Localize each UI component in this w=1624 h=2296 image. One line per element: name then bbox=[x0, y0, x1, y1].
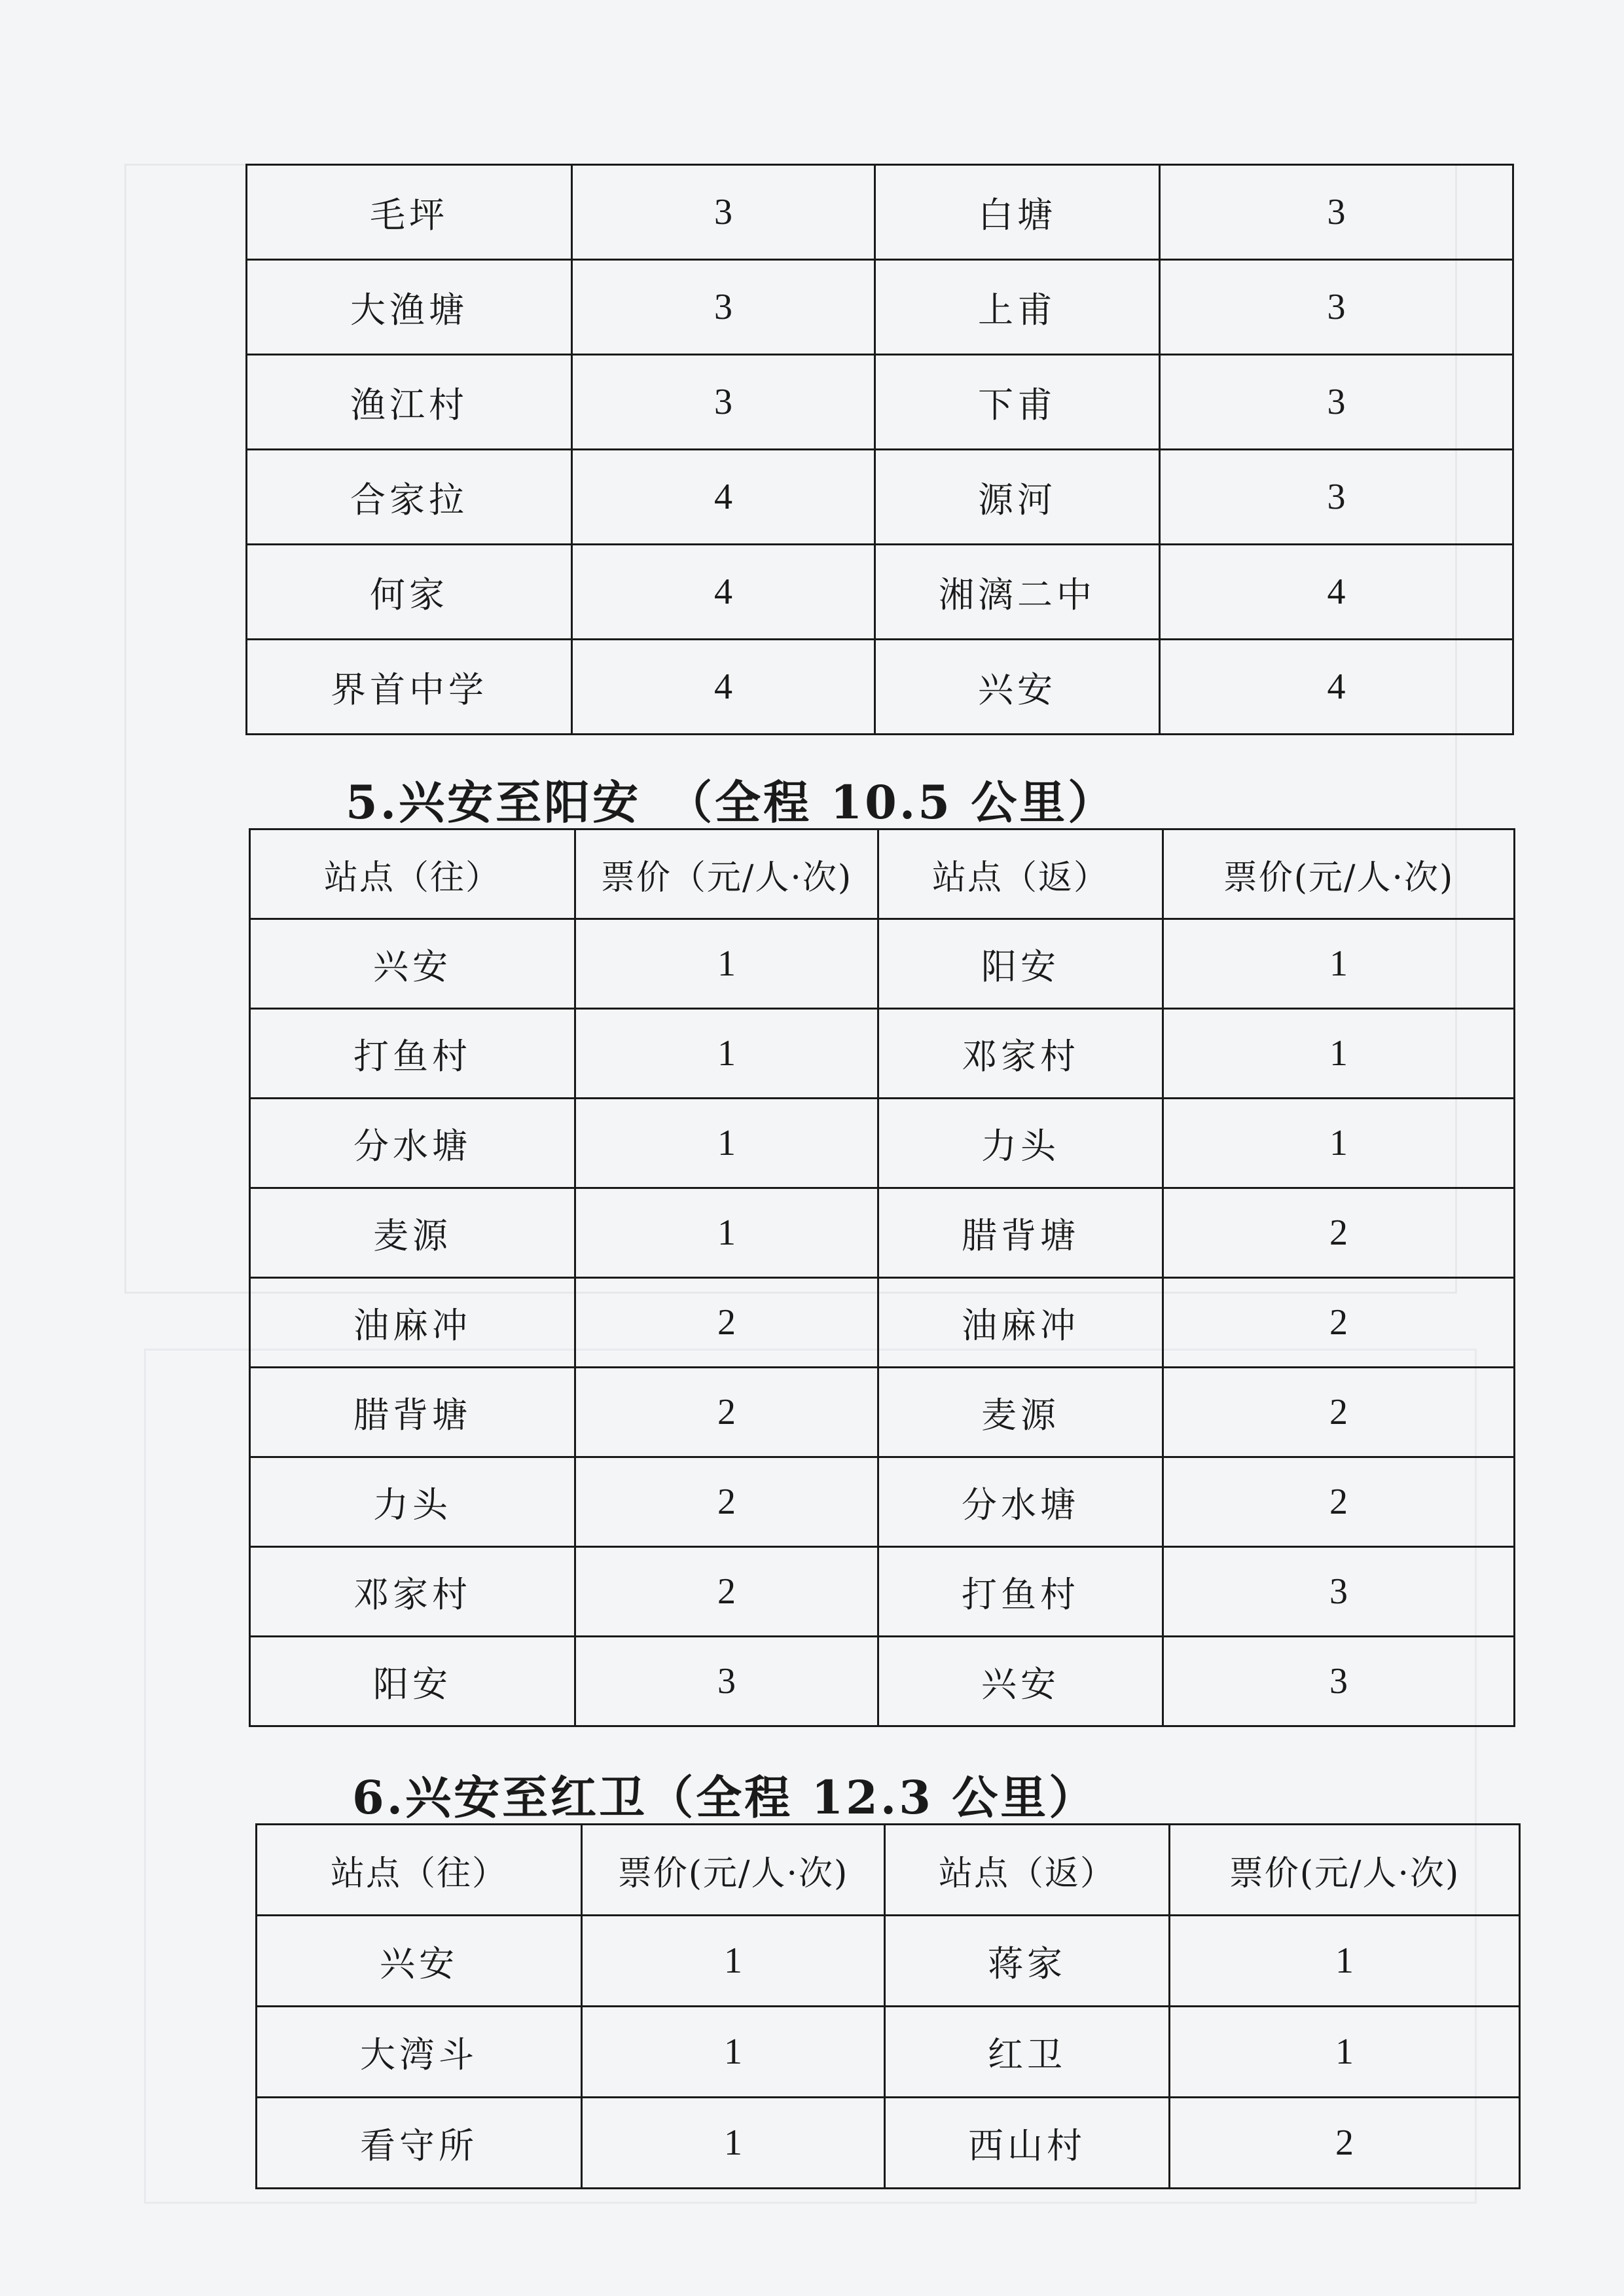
station-out: 打鱼村 bbox=[250, 1009, 575, 1099]
station-out: 何家 bbox=[247, 545, 572, 640]
price-return: 3 bbox=[1160, 165, 1513, 260]
station-return: 西山村 bbox=[885, 2098, 1170, 2189]
price-return: 2 bbox=[1170, 2098, 1520, 2189]
fare-table-xingan-yangan bbox=[249, 828, 1515, 1727]
station-return: 力头 bbox=[878, 1099, 1163, 1188]
table-row bbox=[257, 1916, 1520, 2007]
table-row bbox=[247, 165, 1513, 260]
station-out: 麦源 bbox=[250, 1188, 575, 1278]
price-return: 3 bbox=[1163, 1547, 1515, 1637]
station-return: 下甫 bbox=[875, 355, 1160, 450]
section-title-xingan-yangan: 5.兴安至阳安 （全程 10.5 公里） bbox=[346, 775, 1117, 829]
station-return: 邓家村 bbox=[878, 1009, 1163, 1099]
station-return: 阳安 bbox=[878, 919, 1163, 1009]
table-row bbox=[250, 1009, 1515, 1099]
table-row bbox=[247, 450, 1513, 545]
price-return: 4 bbox=[1160, 545, 1513, 640]
station-return: 腊背塘 bbox=[878, 1188, 1163, 1278]
station-return: 分水塘 bbox=[878, 1457, 1163, 1547]
price-out: 3 bbox=[575, 1637, 878, 1726]
table-row bbox=[247, 640, 1513, 735]
station-out: 力头 bbox=[250, 1457, 575, 1547]
station-return: 源河 bbox=[875, 450, 1160, 545]
station-return: 湘漓二中 bbox=[875, 545, 1160, 640]
price-out: 1 bbox=[575, 1188, 878, 1278]
station-return: 打鱼村 bbox=[878, 1547, 1163, 1637]
price-out: 3 bbox=[572, 165, 875, 260]
price-return: 2 bbox=[1163, 1188, 1515, 1278]
price-out: 1 bbox=[575, 919, 878, 1009]
header-price-out: 票价(元/人·次) bbox=[582, 1825, 885, 1916]
table-row bbox=[250, 1278, 1515, 1368]
table-header-row bbox=[257, 1825, 1520, 1916]
header-station-return: 站点（返） bbox=[878, 829, 1163, 919]
station-out: 渔江村 bbox=[247, 355, 572, 450]
price-out: 1 bbox=[582, 1916, 885, 2007]
station-out: 阳安 bbox=[250, 1637, 575, 1726]
price-out: 1 bbox=[582, 2098, 885, 2189]
price-return: 3 bbox=[1160, 450, 1513, 545]
header-price-return: 票价(元/人·次) bbox=[1163, 829, 1515, 919]
table-row bbox=[250, 1099, 1515, 1188]
fare-table-continued bbox=[245, 164, 1514, 735]
price-out: 1 bbox=[575, 1099, 878, 1188]
header-station-return: 站点（返） bbox=[885, 1825, 1170, 1916]
price-out: 4 bbox=[572, 640, 875, 735]
table-row bbox=[247, 545, 1513, 640]
price-return: 2 bbox=[1163, 1457, 1515, 1547]
station-out: 兴安 bbox=[250, 919, 575, 1009]
station-out: 腊背塘 bbox=[250, 1368, 575, 1457]
station-return: 油麻冲 bbox=[878, 1278, 1163, 1368]
station-return: 麦源 bbox=[878, 1368, 1163, 1457]
table-row bbox=[250, 1457, 1515, 1547]
station-return: 白塘 bbox=[875, 165, 1160, 260]
table-row bbox=[257, 2007, 1520, 2098]
table-row bbox=[250, 1368, 1515, 1457]
table-row bbox=[250, 1188, 1515, 1278]
price-return: 3 bbox=[1160, 260, 1513, 355]
table-row bbox=[247, 355, 1513, 450]
table-header-row bbox=[250, 829, 1515, 919]
price-return: 1 bbox=[1163, 1009, 1515, 1099]
price-out: 1 bbox=[575, 1009, 878, 1099]
station-out: 毛坪 bbox=[247, 165, 572, 260]
price-return: 1 bbox=[1163, 919, 1515, 1009]
price-out: 3 bbox=[572, 260, 875, 355]
table-row bbox=[247, 260, 1513, 355]
station-out: 邓家村 bbox=[250, 1547, 575, 1637]
station-out: 界首中学 bbox=[247, 640, 572, 735]
price-return: 1 bbox=[1163, 1099, 1515, 1188]
station-return: 上甫 bbox=[875, 260, 1160, 355]
price-out: 2 bbox=[575, 1547, 878, 1637]
header-station-out: 站点（往） bbox=[257, 1825, 582, 1916]
price-return: 4 bbox=[1160, 640, 1513, 735]
price-return: 1 bbox=[1170, 2007, 1520, 2098]
price-return: 2 bbox=[1163, 1278, 1515, 1368]
station-out: 合家拉 bbox=[247, 450, 572, 545]
station-out: 看守所 bbox=[257, 2098, 582, 2189]
price-out: 2 bbox=[575, 1368, 878, 1457]
station-out: 分水塘 bbox=[250, 1099, 575, 1188]
price-return: 3 bbox=[1163, 1637, 1515, 1726]
price-return: 2 bbox=[1163, 1368, 1515, 1457]
table-row bbox=[250, 919, 1515, 1009]
table-row bbox=[250, 1547, 1515, 1637]
header-price-return: 票价(元/人·次) bbox=[1170, 1825, 1520, 1916]
station-out: 大湾斗 bbox=[257, 2007, 582, 2098]
station-out: 兴安 bbox=[257, 1916, 582, 2007]
price-return: 3 bbox=[1160, 355, 1513, 450]
station-out: 油麻冲 bbox=[250, 1278, 575, 1368]
station-out: 大渔塘 bbox=[247, 260, 572, 355]
station-return: 蒋家 bbox=[885, 1916, 1170, 2007]
header-station-out: 站点（往） bbox=[250, 829, 575, 919]
station-return: 兴安 bbox=[875, 640, 1160, 735]
station-return: 红卫 bbox=[885, 2007, 1170, 2098]
table-row bbox=[257, 2098, 1520, 2189]
price-out: 4 bbox=[572, 545, 875, 640]
price-out: 4 bbox=[572, 450, 875, 545]
header-price-out: 票价（元/人·次) bbox=[575, 829, 878, 919]
table-row bbox=[250, 1637, 1515, 1726]
price-return: 1 bbox=[1170, 1916, 1520, 2007]
section-title-xingan-hongwei: 6.兴安至红卫（全程 12.3 公里） bbox=[352, 1770, 1098, 1825]
price-out: 2 bbox=[575, 1457, 878, 1547]
price-out: 3 bbox=[572, 355, 875, 450]
price-out: 2 bbox=[575, 1278, 878, 1368]
station-return: 兴安 bbox=[878, 1637, 1163, 1726]
price-out: 1 bbox=[582, 2007, 885, 2098]
fare-table-xingan-hongwei bbox=[255, 1823, 1521, 2189]
